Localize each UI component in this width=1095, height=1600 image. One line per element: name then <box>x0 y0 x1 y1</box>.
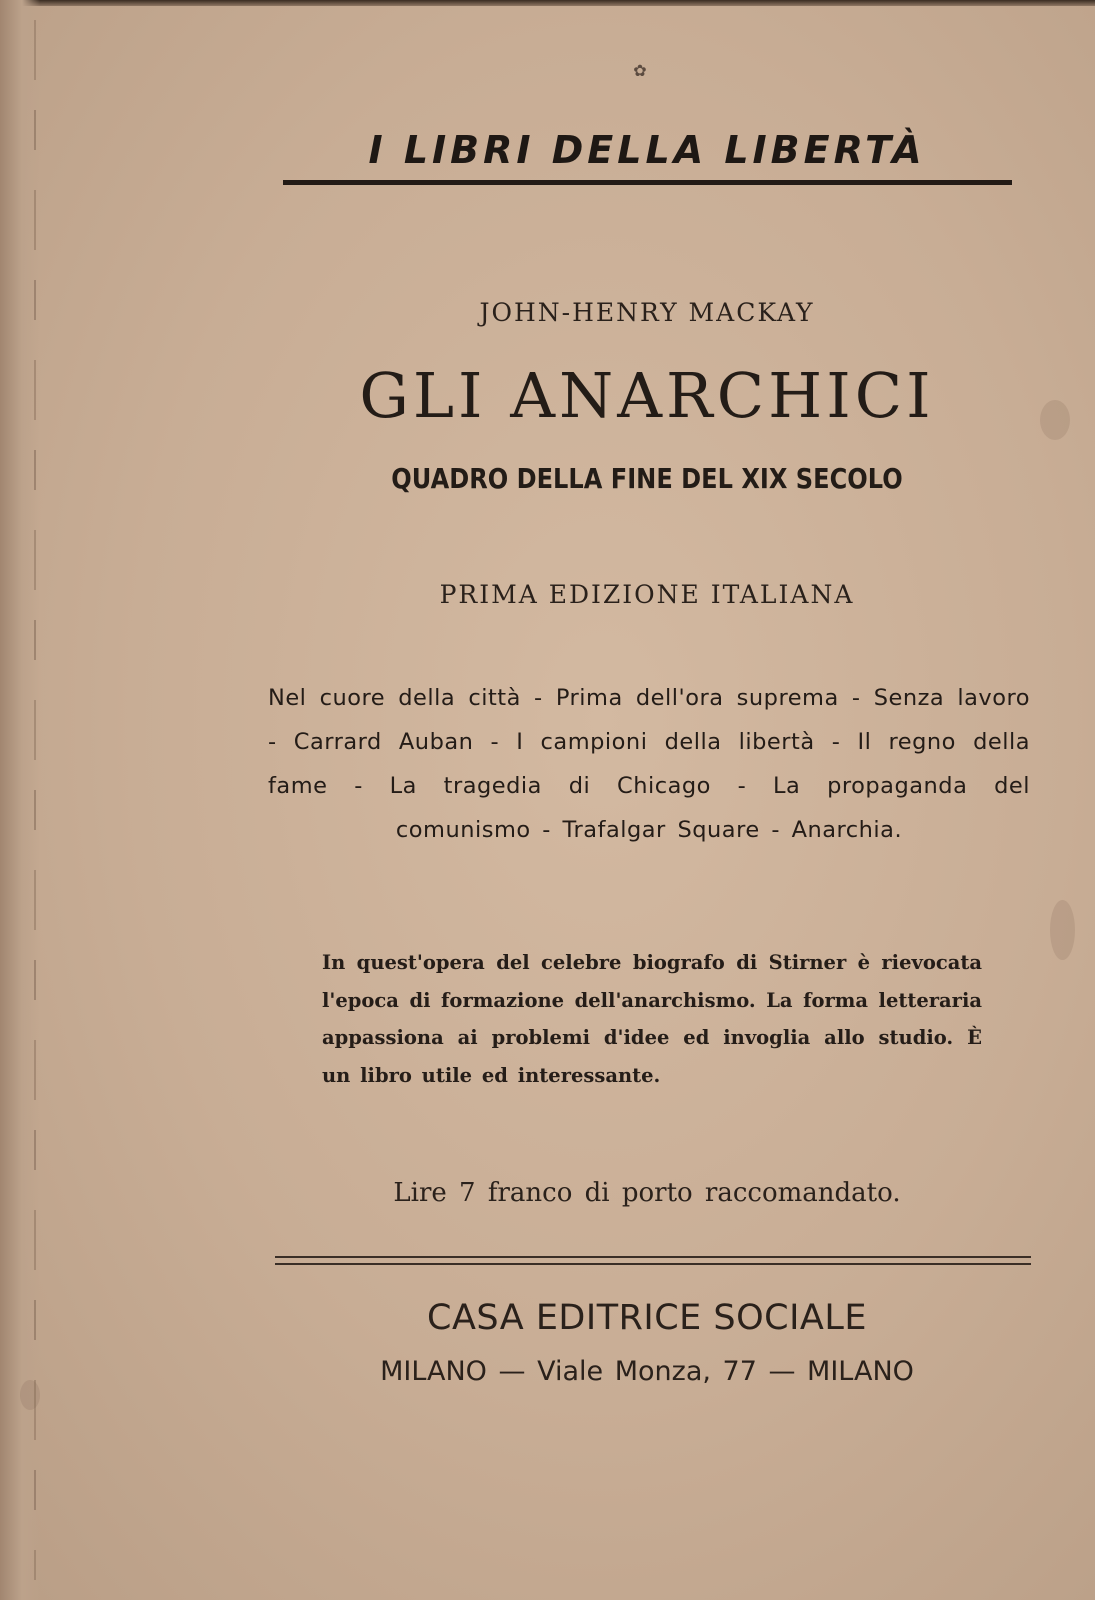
book-subtitle: QUADRO DELLA FINE DEL XIX SECOLO <box>391 462 903 495</box>
stain <box>1050 900 1075 960</box>
book-title: GLI ANARCHICI <box>359 359 935 432</box>
book-description: In quest'opera del celebre biografo di Stirner è rievocata l'epoca di formazione dell'anarchismo. La forma letteraria appassiona ai problemi d'idee ed invoglia allo studio. È un libro utile ed interessante. <box>322 951 982 1087</box>
stain <box>20 1380 40 1410</box>
price-line: Lire 7 franco di porto raccomandato. <box>393 1178 901 1208</box>
edition-label: PRIMA EDIZIONE ITALIANA <box>439 580 855 609</box>
author-name: JOHN-HENRY MACKAY <box>479 298 815 327</box>
publisher-address: MILANO — Viale Monza, 77 — MILANO <box>380 1356 914 1387</box>
page-top-edge <box>0 0 1095 6</box>
page-crease <box>34 20 36 1580</box>
series-title: I LIBRI DELLA LIBERTÀ <box>368 128 926 172</box>
series-title-rule <box>283 180 1012 185</box>
publisher-name: CASA EDITRICE SOCIALE <box>427 1298 867 1338</box>
chapter-list: Nel cuore della città - Prima dell'ora suprema - Senza lavoro - Carrard Auban - I campioni della libertà - Il regno della fame - La tragedia di Chicago - La propaganda del comunismo - Trafalgar Square - Anarchia. <box>268 685 1030 843</box>
double-rule-divider <box>275 1256 1031 1265</box>
stain <box>1040 400 1070 440</box>
flower-ornament-icon: ✿ <box>633 61 647 80</box>
